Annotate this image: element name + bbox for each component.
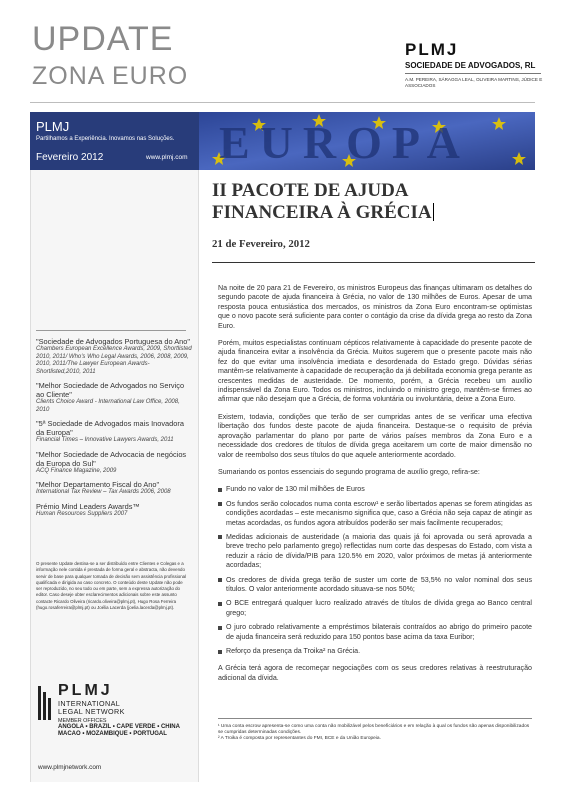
countries-line2: MACAO • MOZAMBIQUE • PORTUGAL	[58, 731, 167, 737]
award-heading: "Melhor Departamento Fiscal do Ano"	[36, 480, 160, 489]
title-line1: II PACOTE DE AJUDA	[212, 180, 409, 201]
europa-banner	[199, 112, 535, 170]
sidebar-brand: PLMJ	[36, 119, 70, 134]
award-item	[36, 419, 194, 445]
paragraph: Sumariando os pontos essenciais do segundo programa de auxílio grego, refira-se:	[218, 467, 480, 476]
title-line2-text: FINANCEIRA À GRÉCIA	[212, 202, 432, 223]
award-detail: Financial Times – Innovative Lawyers Awards, 2011	[36, 437, 174, 443]
network-website-link[interactable]: www.plmjnetwork.com	[38, 764, 102, 771]
award-heading: "Melhor Sociedade de Advogados no Serviço ao Cliente"	[36, 381, 185, 399]
disclaimer-text: O presente Update destina-se a ser distribuído entre Clientes e Colegas e a informação nele contida é prestada de forma geral e abstracta, não devendo servir de base para qualquer tomada de decisão sem assistência profissional qualificada e dirigida ao caso concreto. O conteúdo deste Update não pode ser reproduzido, no seu todo ou em parte, sem a expressa autorização do editor. Caso deseje obter esclarecimentos adicionais sobre este assunto contacte Ricardo Oliveira (ricardo.oliveira@plmj.pt), Hugo Rosa Ferreira (hugo.rosaferreira@plmj.pt) ou Joélia Lacerda (joelia.lacerda@plmj.pt).	[36, 561, 187, 611]
award-heading: "Melhor Sociedade de Advocacia de negócios da Europa do Sul"	[36, 449, 187, 468]
sidebar-website-link[interactable]: www.plmj.com	[146, 154, 188, 161]
paragraph: Porém, muitos especialistas continuam cépticos relativamente à capacidade do presente pacote de ajuda financeira evitar a insolvência da Grécia. Muitos sugerem que o presente pacote mais não fez do que evitar uma insolvência imediata e desordenada do Estado grego. Dúvidas sérias mantêm-se relativamente à capacidade de recuperação da já debilitada economia grega perante as crescentes medidas de austeridade. De momento, porém, a Grécia recebeu um auxílio indispensável da Zona Euro. Todos os ministros, incluindo o ministro grego, mantêm-se firmes ao afirmar que não desejam que a Grécia, de forma voluntária ou involuntária, deixe a Zona Euro.	[218, 339, 532, 404]
europa-banner-graphic	[199, 112, 535, 170]
awards-divider	[36, 330, 186, 331]
sidebar-slogan: Partilhamos a Experiência. Inovamos nas Soluções.	[36, 136, 175, 142]
network-block	[58, 682, 188, 738]
list-item: O juro cobrado relativamente a empréstimos bilaterais contraídos ao abrigo do primeiro pacote de ajuda financeira será reduzido para 150 pontos base acima da taxa Euribor;	[218, 623, 532, 642]
footnote: ² A Troika é composta por representantes do FMI, BCE e da União Europeia.	[218, 736, 381, 742]
award-item	[36, 502, 194, 519]
award-heading: "5ª Sociedade de Advogados mais Inovadora da Europa"	[36, 419, 184, 437]
footnote-rule	[218, 718, 532, 719]
footnote: ¹ Uma conta escrow apresenta-se como uma conta não mobilizável pelos beneficiários e em relação à qual os fundos são apenas disponibilizados se cumpridas determinadas condições.	[218, 724, 530, 736]
award-detail: Human Resources Suppliers 2007	[36, 510, 128, 517]
text-cursor	[433, 203, 434, 221]
summary-list	[218, 485, 532, 656]
article-title	[212, 180, 434, 224]
article-date: 21 de Fevereiro, 2012	[212, 238, 310, 250]
list-item: Reforço da presença da Troika² na Grécia.	[218, 647, 532, 656]
award-detail: International Tax Review – Tax Awards 2006, 2008	[36, 489, 171, 495]
award-detail: Clients Choice Award - International Law Office, 2008, 2010	[36, 399, 180, 413]
footnotes	[218, 724, 532, 743]
award-heading: "Sociedade de Advogados Portuguesa do Ano"	[36, 337, 191, 346]
sidebar-header	[30, 112, 199, 170]
brand-divider	[405, 73, 541, 74]
plmj-logo	[405, 40, 550, 89]
member-offices: MEMBER OFFICES	[58, 718, 107, 724]
paragraph: Existem, todavia, condições que terão de ser cumpridas antes de se verificar uma efectiva libertação dos fundos deste pacote de ajuda financeira. Destaque-se o requisito de prévia aprovação parlamentar do plano por parte de vários países membros da Zona Euro e a necessidade dos credores de títulos de dívida grega aceitarem um corte de maior dimensão no valor de reembolso dos seus títulos do que aquele anteriormente acordado.	[218, 412, 532, 459]
network-line2: LEGAL NETWORK	[58, 707, 125, 716]
brand-partners: A.M. PEREIRA, SÁRAGGA LEAL, OLIVEIRA MARTINS, JÚDICE E ASSOCIADOS	[405, 77, 543, 88]
award-detail: Chambers European Excellence Awards, 2009, Shortlisted 2010, 2011/ Who's Who Legal Awards, 2006, 2008, 2009, 2010, 2011/The Lawyer European Awards-Shortlisted,2010, 2011	[36, 346, 192, 375]
title-line2	[212, 202, 434, 224]
awards-list	[36, 337, 194, 523]
title-rule	[212, 262, 535, 263]
update-masthead	[32, 22, 188, 90]
list-item: Fundo no valor de 130 mil milhões de Euros	[218, 485, 532, 494]
award-item	[36, 337, 194, 376]
countries-line1: ANGOLA • BRAZIL • CAPE VERDE • CHINA	[58, 724, 180, 730]
zona-euro-title: ZONA EURO	[32, 62, 189, 90]
network-brand: PLMJ	[58, 682, 113, 699]
paragraph: Na noite de 20 para 21 de Fevereiro, os ministros Europeus das finanças ultimaram os detalhes do segundo pacote de ajuda financeira à Grécia, no valor de 130 milhões de Euros. Apesar de uma resposta pouca entusiástica dos mercados, os ministros da Zona Euro encontram-se optimistas que o novo pacote será suficiente para conter o contágio da crise da dívida grega ao resto da Zona Euro.	[218, 284, 532, 330]
network-line1: INTERNATIONAL	[58, 699, 121, 708]
list-item: Medidas adicionais de austeridade (a maioria das quais já foi aprovada ou será aprovada a breve trecho pelo parlamento grego) reflectidas num corte das despesas do Estado, com vista a reduzir a rácio de dívida/PIB para 120.5% em 2020, valor próximos de metas já anteriormente acordadas;	[218, 533, 532, 571]
award-item	[36, 450, 194, 476]
issue-date: Fevereiro 2012	[36, 152, 104, 163]
europa-word: EUROPA	[219, 117, 470, 168]
update-title: UPDATE	[32, 20, 174, 58]
award-detail: ACQ Finance Magazine, 2009	[36, 467, 117, 474]
award-heading: Prémio Mind Leaders Awards™	[36, 501, 140, 511]
award-item	[36, 381, 194, 414]
list-item: Os credores de dívida grega terão de suster um corte de 53,5% no valor nominal dos seus títulos. O valor anteriormente acordado situava-se nos 50%;	[218, 576, 532, 595]
brand-subtitle: SOCIEDADE DE ADVOGADOS, RL	[405, 61, 536, 70]
award-item	[36, 480, 194, 497]
list-item: O BCE entregará qualquer lucro realizado através de títulos de dívida grega ao Banco central grego;	[218, 599, 532, 618]
list-item: Os fundos serão colocados numa conta escrow¹ e serão libertados apenas se forem atingidas as condições acordadas – este mecanismo significa que, caso a Grécia não seja capaz de atingir as metas acordadas, os fundos agora atribuídos poderão ser mais facilmente recuperados;	[218, 500, 532, 528]
network-logo-icon	[38, 686, 56, 720]
article-body	[218, 284, 532, 691]
header-divider	[30, 102, 535, 103]
paragraph: A Grécia terá agora de recomeçar negociações com os seus credores relativas à reestruturação adicional da dívida.	[218, 664, 532, 682]
brand-name: PLMJ	[405, 40, 459, 59]
